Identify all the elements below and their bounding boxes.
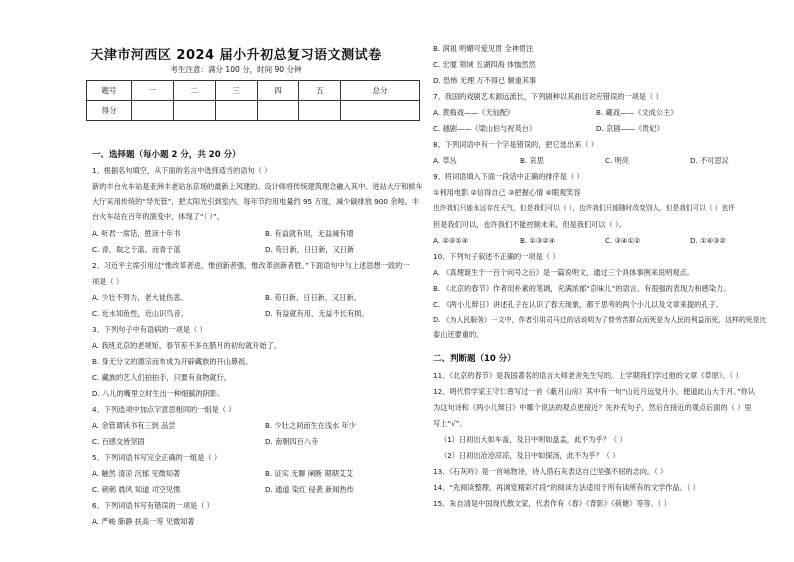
passage-line: 台火车站在百年的演变中，体现了“（ ）”。 (92, 212, 224, 221)
score-cell: 得分 (87, 101, 132, 121)
option-b[interactable]: B. 身无分文的德宗而布成为开辟藏族的开山鼻祖。 (92, 357, 253, 366)
option-b[interactable]: B. 藏戏——《文成公主》 (596, 108, 678, 117)
passage-line: 但是我们可以，也许我们不能控制未来，但是我们可以（ ）。 (433, 220, 626, 229)
option-c[interactable]: C. 刺刺 晨风 知道 司空见惯 (92, 485, 181, 494)
question-text: 6、下列词语书写有错误的一项是（ ） (92, 501, 214, 510)
question-text: 1、根据名句填空，从下面的名言中选择适当的语句（ ） (92, 166, 272, 175)
option-c[interactable]: C. 近水知鱼性，近山识鸟音。 (92, 309, 188, 318)
option-b[interactable]: B. 哀思 (520, 156, 544, 165)
option-b[interactable]: B. ①③②④ (520, 236, 556, 245)
option-d[interactable]: D. 八儿的嘴里立时生出一种细腻的阴影。 (92, 389, 225, 398)
question-text: 为这句诗和《两小儿辩日》中哪个说法的观点更接近？先补充句子，然后在接近的观点后面的（ ）里 (433, 403, 752, 412)
option-d[interactable]: D. 《为人民服务》一文中，作者引用司马迁的话说明为了替劳苦群众而死是为人民的利益而死，这样的死是比 (433, 316, 767, 324)
option-a[interactable]: A. 触然 清凉 沉郁 见微知著 (92, 469, 181, 478)
score-input-cell[interactable] (341, 101, 420, 121)
question-text: 2、习近平主席引用过“惟改革者进，惟创新者强，惟改革创新者胜。”下面语句中与上述思想一致的一 (92, 261, 410, 270)
option-c[interactable]: C. 《两小儿辩日》讲述孔子在认识了春天现象，都于思考的两个小儿以及文章来提的孔子。 (433, 300, 723, 309)
option-a[interactable]: A. 严峻 肺静 扶高一等 见微知著 (92, 517, 195, 526)
score-input-cell[interactable] (257, 101, 299, 121)
option-a[interactable]: A. 余管谓读书有三到 品尝 (92, 421, 176, 430)
question-text: 13、《石灰吟》是一首咏物诗，诗人借石灰表达自己坚强不屈的志向。（ ） (433, 467, 668, 476)
option-a[interactable]: A. 少壮不努力，老大徒伤悲。 (92, 293, 188, 302)
score-table-header-row (87, 81, 420, 101)
option-c[interactable]: C. 百感交皆坚固 (92, 437, 145, 446)
option-b[interactable]: B. 证实 无聊 阐断 期期艾艾 (265, 469, 354, 478)
option-c[interactable]: C. ③④①② (605, 236, 641, 245)
question-text: 14、“先阅读整理，再浏览精彩片段”的阅读方法适用于所有读所有的文学作品。（ ） (433, 483, 700, 492)
score-cell: 二 (173, 81, 215, 101)
option-c[interactable]: C. 越剧——《梁山伯与祝英台》 (433, 124, 537, 133)
score-input-cell[interactable] (215, 101, 257, 121)
option-a[interactable]: A. 黄梅戏——《天仙配》 (433, 108, 515, 117)
score-cell: 五 (299, 81, 341, 101)
option-d[interactable]: D. 有益就有用，无益不长有损。 (265, 309, 369, 318)
question-text: 10、下列句子叙述不正确的一项是（ ） (433, 252, 560, 261)
question-text: 3、下列句子中有语病的一项是（ ） (92, 325, 207, 334)
option-c[interactable]: C. 藏族的艺人们拍拍手，只要有食物就行。 (92, 373, 231, 382)
score-input-cell[interactable] (173, 101, 215, 121)
option-d[interactable]: D. 南朝四百八寺 (265, 437, 319, 446)
section-heading: 一、选择题（每小题 2 分，共 20 分） (92, 150, 241, 160)
sub-question[interactable]: （1）日初出大如车盖，及日中则如盘盂，此不为乎？（ ） (440, 435, 627, 444)
option-b[interactable]: B. 有益就有用，无益减有增 (265, 229, 354, 238)
score-cell: 三 (215, 81, 257, 101)
option-d[interactable]: D. ①④③② (690, 236, 726, 245)
option-b[interactable]: B. 少壮之间而生在浅水 年少 (265, 421, 356, 430)
passage-line: 也许我们只能永远存在天气，但是我们可以（ ），也许我们只能随时改变别人，但是我们可以（ ）也许 (433, 204, 735, 212)
option-b[interactable]: B. 润祖 明媚可爱见贯 全神贯注 (433, 44, 534, 53)
score-cell: 总分 (341, 81, 420, 101)
passage-line: 新的丰台火车站是亚洲丰老站东京场的最新上风建的。设计师将传统建筑理念融入其中。进站大厅和候车 (92, 182, 423, 191)
option-b[interactable]: B. 苟日新，日日新，又日新。 (265, 293, 361, 302)
option-b[interactable]: B. 《北京的春节》作者用朴素的笔调，充满浓郁“京味儿”的语言，有很强的表现力和感染力。 (433, 284, 731, 293)
question-text: 11、《北京的春节》是我国著名的语言大师老舍先生写的。上学期我们学过他的文章《草原》。（ ） (433, 371, 743, 380)
question-text: 项是（ ） (92, 277, 124, 286)
option-d[interactable]: D. 通道 染红 侵袭 新闻热传 (265, 485, 354, 494)
question-text: 12、明代哲学家王守仁曾写过一首《蔽月山房》其中有一句“山近月远觉月小，便道此山大于月。”你认 (433, 387, 756, 396)
score-input-cell[interactable] (132, 101, 174, 121)
option-d[interactable]: D. 恐怖 无理 万不得已 颇重其事 (433, 76, 537, 85)
option-a[interactable]: A. 我班北京的老规矩，春节差不多在腊月的初旬就开始了。 (92, 341, 282, 350)
option-d-continued: 泰山还要重的。 (433, 330, 484, 339)
option-c[interactable]: C. 明亮 (605, 156, 629, 165)
question-text: 4、下列选项中加点字意思相同的一组是（ ） (92, 405, 236, 414)
passage-line: 大厅采用传统的“导光管”，把太阳光引到室内。每年节约用电量约 95 万度，减少碳排放 900 余吨。丰 (92, 197, 419, 206)
question-text: 写上“√”。 (433, 419, 467, 428)
score-cell: 四 (257, 81, 299, 101)
sub-question[interactable]: （2）日初出沧沧凉凉，及日中如探汤，此不为乎？（ ） (440, 451, 620, 460)
exam-note: 考生注意：满分 100 分，时间 90 分钟 (170, 65, 302, 74)
section-heading: 二、判断题（10 分） (433, 354, 516, 364)
question-text: 8、下列词语中有一个字是错误的，把它选出来（ ） (433, 140, 598, 149)
option-c[interactable]: C. 宏厦 领域 五湖四海 体恤然然 (433, 60, 536, 69)
option-d[interactable]: D. 不可思议 (690, 156, 729, 165)
option-c[interactable]: C. 青，取之于蓝，而青于蓝 (92, 245, 181, 254)
option-d[interactable]: D. 京剧——《贵妃》 (596, 124, 664, 133)
option-d[interactable]: D. 苟日新，日日新，又日新 (265, 245, 355, 254)
question-text: 15、朱自清是中国现代散文家，代表作有《春》《背影》《荷塘》等等。（ ） (433, 499, 671, 508)
question-text: 7、我国的戏剧艺术源远流长，下列剧种以其曲目对应错误的一项是（ ） (433, 92, 663, 101)
score-cell: 一 (132, 81, 174, 101)
question-text: 9、将词语填入下面一段话中正确的排序是（ ） (433, 172, 584, 181)
option-a[interactable]: A. 听君一席话，胜读十年书 (92, 229, 181, 238)
exam-title: 天津市河西区 2024 届小升初总复习语文测试卷 (90, 48, 382, 63)
option-a[interactable]: A. 《真理诞生于一百个问号之后》是一篇说明文，通过三个具体事例来说明观点。 (433, 268, 694, 277)
phrase-list: ①利用电影 ②信得自己 ③把握心情 ④眼观笑容 (433, 188, 581, 197)
score-cell: 题号 (87, 81, 132, 101)
option-a[interactable]: A. ②③①④ (433, 236, 469, 245)
question-text: 5、下列词语书写完全正确的一组是（ ） (92, 453, 222, 462)
score-table (86, 80, 420, 121)
option-a[interactable]: A. 草丛 (433, 156, 457, 165)
score-table-score-row (87, 101, 420, 121)
score-input-cell[interactable] (299, 101, 341, 121)
